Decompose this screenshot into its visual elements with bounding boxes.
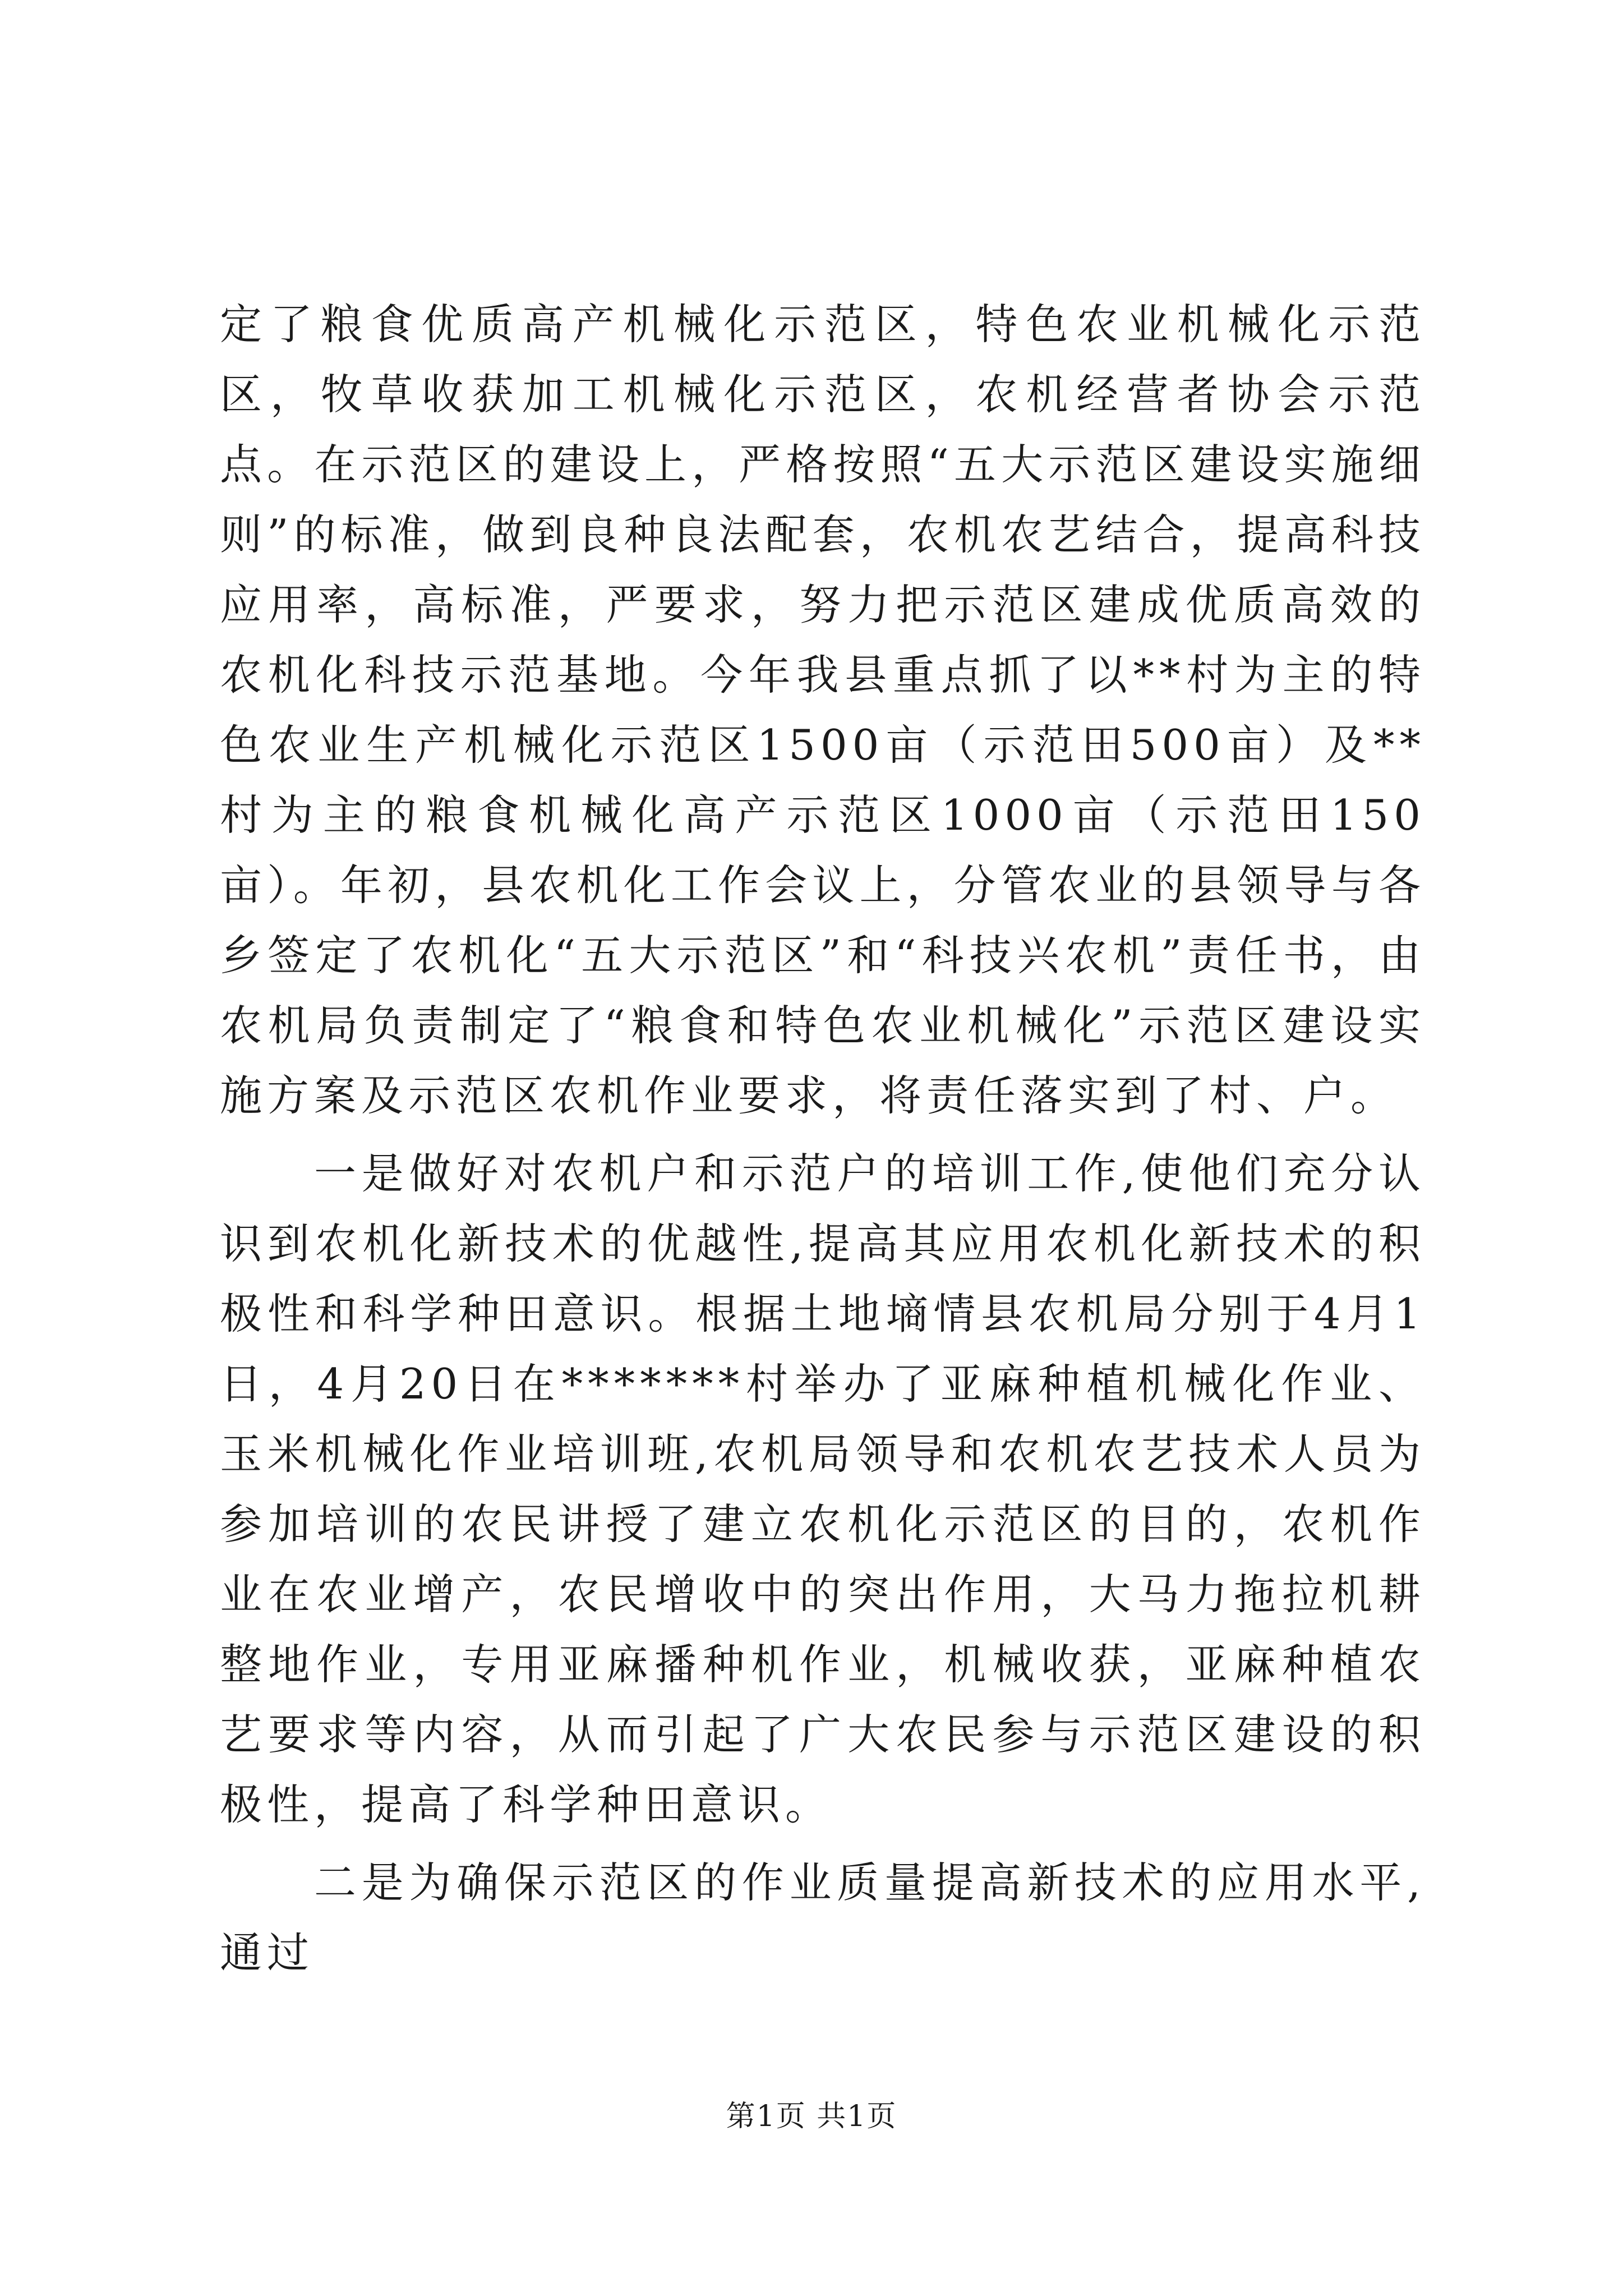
paragraph-continuation: 定了粮食优质高产机械化示范区，特色农业机械化示范区，牧草收获加工机械化示范区，农机经营者协会示范点。在示范区的建设上，严格按照“五大示范区建设实施细则”的标准，做到良种良法配套，农机农艺结合，提高科技应用率，高标准，严要求，努力把示范区建成优质高效的农机化科技示范基地。今年我县重点抓了以**村为主的特色农业生产机械化示范区1500亩（示范田500亩）及**村为主的粮食机械化高产示范区1000亩（示范田150亩）。年初，县农机化工作会议上，分管农业的县领导与各乡签定了农机化“五大示范区”和“科技兴农机”责任书，由农机局负责制定了“粮食和特色农业机械化”示范区建设实施方案及示范区农机作业要求，将责任落实到了村、户。 bbox=[220, 300, 1426, 1120]
document-body bbox=[220, 289, 1426, 1988]
paragraph-training: 一是做好对农机户和示范户的培训工作,使他们充分认识到农机化新技术的优越性,提高其应用农机化新技术的积极性和科学种田意识。根据土地墒情县农机局分别于4月1日，4月20日在*******村举办了亚麻种植机械化作业、玉米机械化作业培训班,农机局领导和农机农艺技术人员为参加培训的农民讲授了建立农机化示范区的目的，农机作业在农业增产，农民增收中的突出作用，大马力拖拉机耕整地作业，专用亚麻播种机作业，机械收获，亚麻种植农艺要求等内容，从而引起了广大农民参与示范区建设的积极性，提高了科学种田意识。 bbox=[220, 1149, 1426, 1829]
page-footer: 第1页 共1页 bbox=[726, 2100, 897, 2133]
paragraph-quality: 二是为确保示范区的作业质量提高新技术的应用水平,通过 bbox=[220, 1858, 1426, 1977]
